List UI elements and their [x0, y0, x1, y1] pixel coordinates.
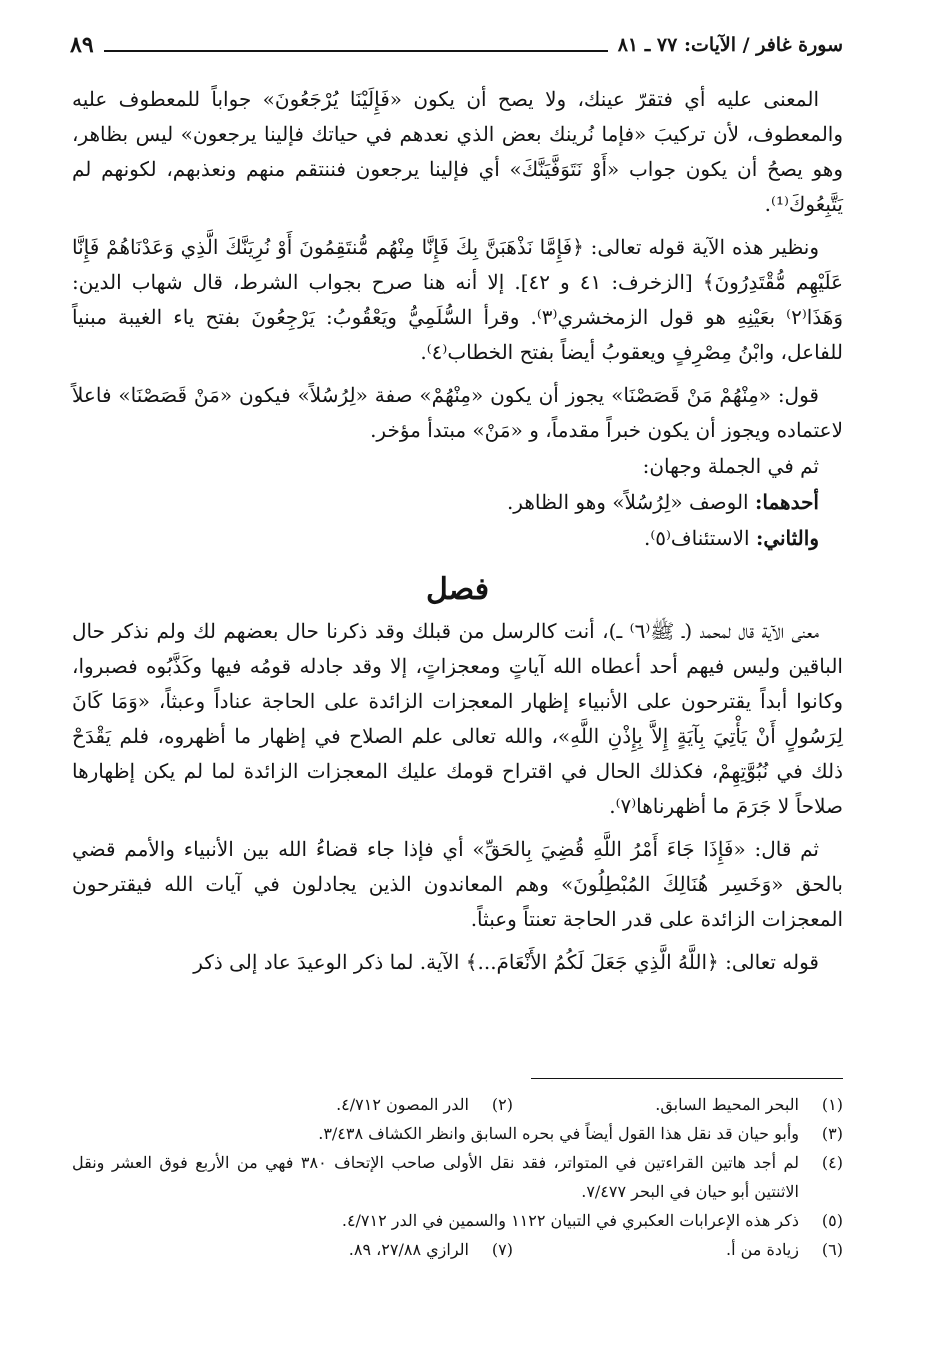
paragraph-4: معنى الآية قال لمحمد (ـ ﷺ⁽٦⁾ ـ)، أنت كالرسل من قبلك وقد ذكرنا حال بعضهم لك ولم نذكر حال الباقين وليس فيهم أحد أعطاه الله آياتٍ ومعجزاتٍ، إلا وقد جادله قومُه فيها وكَذَّبُوه فصبروا، وكانوا أبداً يقترحون على الأنبياء إظهار المعجزات الزائدة على الحاجة عناداً وعبثاً، «وَمَا كَانَ لِرَسُولٍ أَنْ يَأْتِيَ بِآيَةٍ إِلاَّ بِإِذْنِ اللَّهِ»، والله تعالى علم الصلاح في إظهار ما أظهروه، فلم يَقْدَحْ ذلك في نُبُوَّتِهِمْ، فكذلك الحال في اقتراح قومك عليك المعجزات الزائدة لما لم يكن إظهارها صلاحاً لا جَرَمَ ما أظهرناها⁽٧⁾. [72, 619, 843, 818]
second-aspect-text: الاستئناف⁽٥⁾. [643, 526, 750, 550]
header-rule [104, 50, 608, 52]
footnote-2-number: (٢) [491, 1095, 513, 1114]
footnote-7-text: الرازي ٢٧/٨٨، ٨٩. [348, 1240, 469, 1259]
paragraph-3: قول: «مِنْهُمْ مَنْ قَصَصْنَا» يجوز أن يكون «مِنْهُمْ» صفة «لِرُسُلاً» فيكون «مَنْ قَصَصْنَا» فاعلاً لاعتماده ويجوز أن يكون خبراً مقدماً، و «مَنْ» مبتدأ مؤخر. [72, 383, 843, 442]
first-aspect [72, 484, 843, 520]
paragraph-1: المعنى عليه أي فتقرّ عينك، ولا يصح أن يكون «فَإِلَيْنَا يُرْجَعُونَ» جواباً للمعطوف عليه والمعطوف، لأن تركيبَ «فإما نُرينك بعض الذي نعدهم في حياتك فإلينا يرجعون» ليس بظاهر، وهو يصحُ أن يكون جواب «أَوْ نَتَوَفَّيَنَّكَ» أي فإلينا يرجعون فننتقم منهم ونعذبهم، لكونهم لم يَتَّبِعُوكَ⁽¹⁾. [72, 87, 843, 216]
footnote-1-text: البحر المحيط السابق. [655, 1095, 799, 1114]
paragraph-5: ثم قال: «فَإِذَا جَاءَ أَمْرُ اللَّهِ قُضِيَ بِالحَقِّ» أي فإذا جاء قضاءُ الله بين الأنبياء والأمم قضي بالحق «وَخَسِر هُنَالِكَ المُبْطِلُونَ» وهم المعاندون الذين يجادلون في آيات الله فيقترحون المعجزات الزائدة على قدر الحاجة تعنتاً وعبثاً. [72, 837, 843, 931]
paragraph-6: قوله تعالى: ﴿اللَّهُ الَّذِي جَعَلَ لَكُمُ الأَنْعَامَ...﴾ الآية. لما ذكر الوعيدَ عاد إلى ذكر [193, 950, 819, 974]
footnote-4 [72, 1148, 843, 1206]
running-header [70, 28, 843, 62]
main-text [72, 82, 843, 980]
second-aspect [72, 520, 843, 556]
footnote-6-text: زيادة من أ. [725, 1240, 799, 1259]
footnote-row-6-7 [72, 1235, 843, 1264]
footnote-2-text: الدر المصون ٤/٧١٢. [336, 1095, 469, 1114]
footnotes [72, 1090, 843, 1264]
first-aspect-text: الوصف «لِرُسُلاً» وهو الظاهر. [506, 490, 749, 514]
footnote-5-text: ذكر هذه الإعرابات العكبري في التبيان ١١٢٢ والسمين في الدر ٤/٧١٢. [341, 1211, 799, 1230]
footnote-3-number: (٣) [821, 1124, 843, 1143]
footnote-3 [72, 1119, 843, 1148]
footnote-6-number: (٦) [821, 1240, 843, 1259]
footnote-5 [72, 1206, 843, 1235]
footnote-3-text: وأبو حيان قد نقل هذا القول أيضاً في بحره السابق وانظر الكشاف ٣/٤٣٨. [318, 1124, 799, 1143]
footnote-row-1-2 [72, 1090, 843, 1119]
paragraph-2: ونظير هذه الآية قوله تعالى: ﴿فَإِمَّا نَذْهَبَنَّ بِكَ فَإِنَّا مِنْهُم مُّنتَقِمُونَ أَوْ نُرِيَنَّكَ الَّذِي وَعَدْنَاهُمْ فَإِنَّا عَلَيْهِم مُّقْتَدِرُونَ﴾ [الزخرف: ٤١ و ٤٢]. إلا أنه هنا صرح بجواب الشرط، قال شهاب الدين: وَهَذَا⁽٢⁾ بعَيْنِهِ هو قول الزمخشري⁽٣⁾. وقرأ السُّلَمِيُّ ويَعْقُوبُ: يَرْجِعُونَ بفتح ياء الغيبة مبنياً للفاعل، وابْنُ مِصْرِفٍ ويعقوبُ أيضاً بفتح الخطاب⁽٤⁾. [72, 235, 843, 364]
footnote-4-text: لم أجد هاتين القراءتين في المتواتر، فقد نقل الأولى صاحب الإتحاف ٣٨٠ فهي من الأربع فوق العشر ونقل الاثنتين أبو حيان في البحر ٧/٤٧٧. [72, 1153, 800, 1201]
footnote-5-number: (٥) [821, 1211, 843, 1230]
footnote-separator [531, 1078, 843, 1079]
second-aspect-label: والثاني: [755, 526, 819, 550]
two-aspects-intro: ثم في الجملة وجهان: [642, 454, 819, 478]
section-heading: فصل [425, 572, 490, 607]
first-aspect-label: أحدهما: [754, 490, 819, 514]
surah-title: سورة غافر / الآيات: ٧٧ ـ ٨١ [617, 34, 843, 56]
page-number: ٨٩ [70, 32, 94, 58]
footnote-1-number: (١) [821, 1095, 843, 1114]
footnote-4-number: (٤) [821, 1153, 843, 1172]
footnote-7-number: (٧) [491, 1240, 513, 1259]
